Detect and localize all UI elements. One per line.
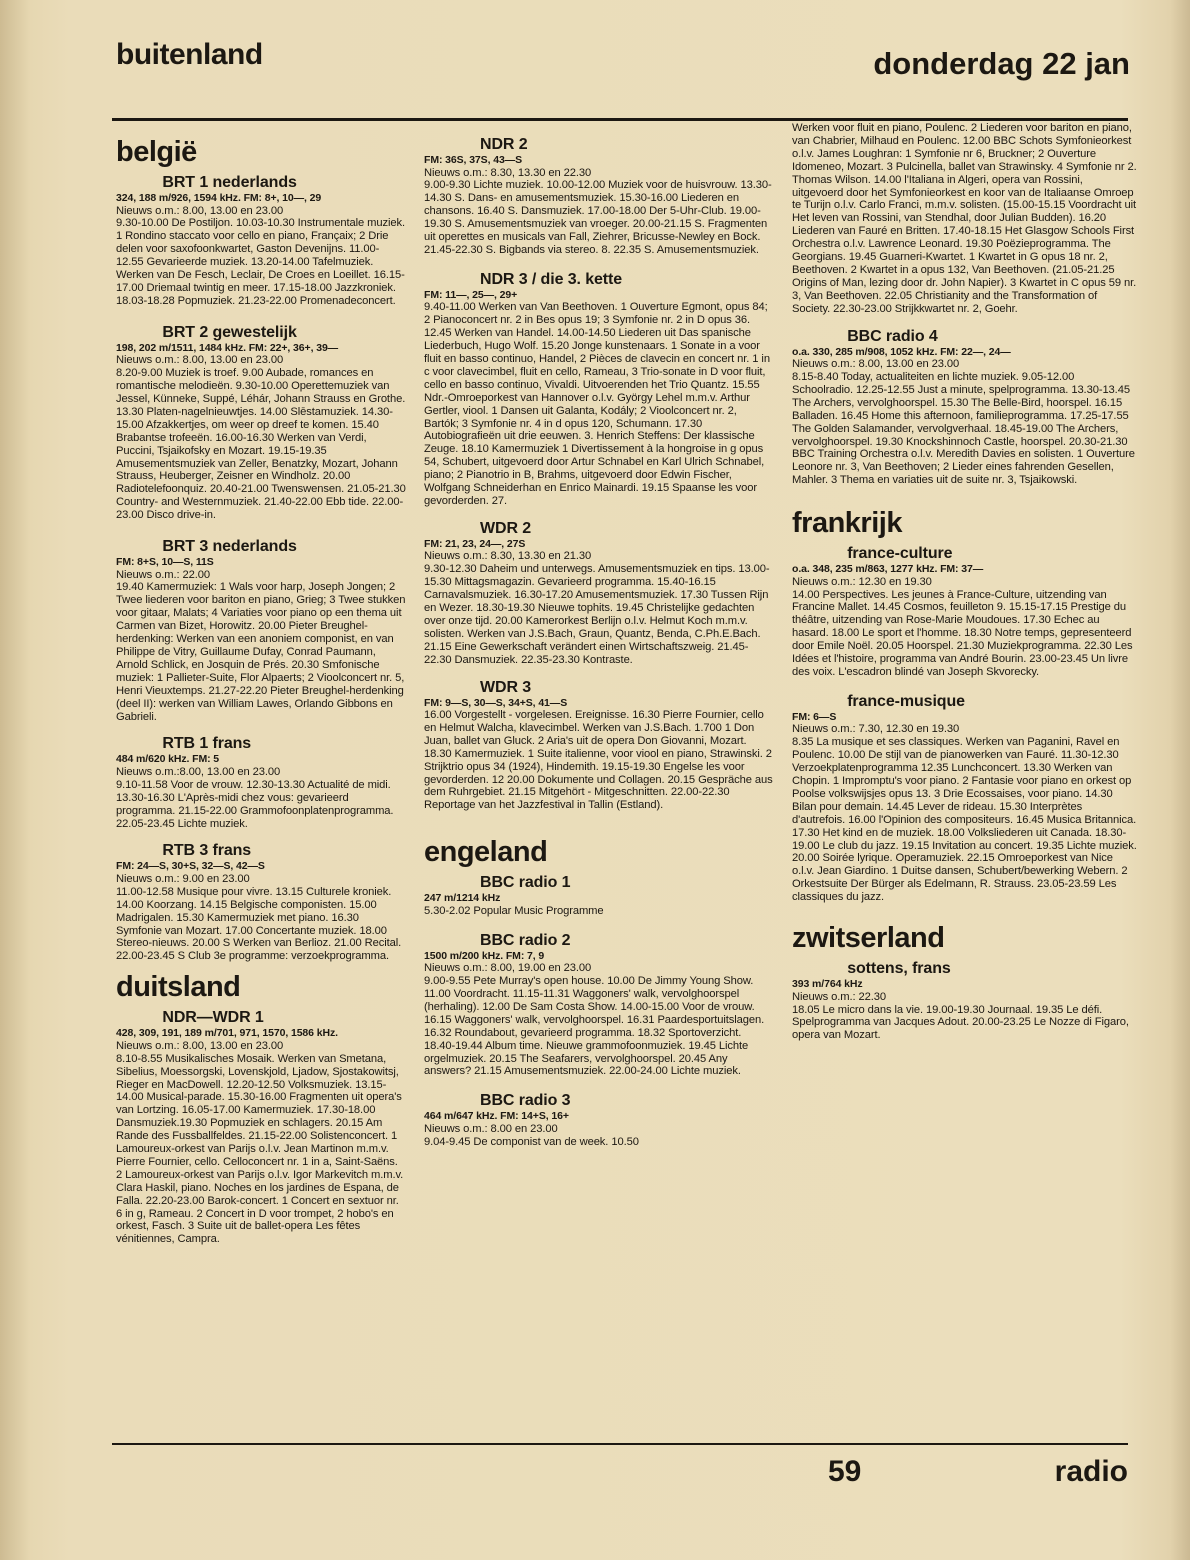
bottom-rule [112, 1443, 1128, 1445]
country-zwitserland: zwitserland [792, 922, 945, 955]
station-ndr2 [424, 136, 774, 257]
program-listing: 9.30-12.30 Daheim und unterwegs. Amusementsmuziek en tips. 13.00-15.30 Mittagsmagazin. Gevarieerd programma. 15.40-16.15 Carnavalsmuziek. 16.30-17.20 Amusementsmuziek. 17.30 Tussen Rijn en Wezer. 18.30-19.30 Nieuwe tophits. 19.45 Christelijke gedachten over onze tijd. 20.00 Kamerorkest Berlijn o.l.v. Helmut Koch m.m.v. solisten. Werken van J.S.Bach, Graun, Quantz, Benda, C.Ph.E.Bach. 21.15 Eine Gewerkschaft verändert einen Wirtschaftszweig. 21.45-22.30 Dansmuziek. 22.35-23.30 Kontraste. [424, 563, 770, 666]
news-times: Nieuws o.m.:8.00, 13.00 en 23.00 [116, 765, 281, 778]
station-title: WDR 2 [480, 519, 532, 537]
news-times: Nieuws o.m.: 8.00 en 23.00 [424, 1122, 558, 1135]
program-listing: Werken voor fluit en piano, Poulenc. 2 Liederen voor bariton en piano, van Chabrier, Milhaud en Poulenc. 12.00 BBC Schots Symfonieorkest o.l.v. James Loughran: 1 Symfonie nr 6, Bruckner; 2 Ouverture Idomeneo, Mozart. 3 Pulcinella, ballet van Strawinsky. 4 Symfonie nr 2. Thomas Wilson. 14.00 l'Italiana in Algeri, opera van Rossini, uitgevoerd door het Symfonieorkest en koor van de Italiaanse Omroep te Turijn o.l.v. Carlo Franci, m.m.v. solisten. (15.00-15.15 Voordracht uit Het leven van Rossini, van Stendhal, door Julian Budden). 16.20 Liederen van Fauré en Britten. 17.40-18.15 Het Glasgow Schools First Orchestra o.l.v. Lawrence Leonard. 19.30 Poëzieprogramma. The Georgians. 19.45 Guarneri-Kwartet. 1 Kwartet in G opus 18 nr. 2, Beethoven. 2 Kwartet in a opus 132, Van Beethoven. (21.05-21.25 Origins of Man, lezing door dr. John Napier). 3 Kwartet in C opus 59 nr. 3, Van Beethoven. 22.05 Christianity and the Transformation of Society. 22.30-23.00 Strijkkwartet nr. 2, Goehr. [792, 122, 1137, 315]
program-listing: 9.40-11.00 Werken van Van Beethoven. 1 Ouverture Egmont, opus 84; 2 Pianoconcert nr. 2 in Bes opus 19; 3 Symfonie nr. 2 in D opus 36. 12.45 Werken van Handel. 14.00-14.50 Liederen uit Das spanische Liederbuch, Hugo Wolf. 15.20 Jonge kunstenaars. 1 Sonate in a voor fluit en basso continuo, Handel, 2 Pièces de clavecin en concert nr. 1 in c voor clavecimbel, fluit en cello, Rameau, 3 Trio-sonate in D voor fluit, cello en basso continuo, Vivaldi. Uitvoerenden het Trio Quantz. 15.55 Ndr.-Omroeporkest van Hannover o.l.v. György Lehel m.m.v. Arthur Gertler, viool. 1 Dansen uit Galanta, Kodály; 2 Vioolconcert nr. 2, Bartók; 3 Symfonie nr. 4 in d opus 120, Schumann. 17.30 Autobiografieën uit drie eeuwen. 3. Henrich Steffens: Der klassische Zeuge. 18.10 Kamermuziek 1 Divertissement à la hongroise in g opus 54, Schubert, uitgevoerd door Artur Schnabel en Karl Ulrich Schnabel, piano; 2 Pianotrio in B, Brahms, uitgevoerd door Edwin Fischer, Wolfgang Schneiderhan en Enrico Mainardi. 19.15 Spaanse les voor gevorderden. 27. [424, 301, 770, 507]
station-title: BBC radio 1 [480, 874, 571, 892]
station-frequency: FM: 8+S, 10—S, 11S [116, 556, 214, 569]
station-frequency: 428, 309, 191, 189 m/701, 971, 1570, 1586 kHz. [116, 1027, 338, 1040]
news-times: Nieuws o.m.: 8.00, 13.00 en 23.00 [116, 354, 284, 367]
program-listing: 5.30-2.02 Popular Music Programme [424, 904, 604, 917]
news-times: Nieuws o.m.: 8.30, 13.30 en 21.30 [424, 550, 592, 563]
news-times: Nieuws o.m.: 8.00, 13.00 en 23.00 [116, 204, 284, 217]
station-title: RTB 1 frans [162, 735, 252, 753]
page-number: 59 [828, 1455, 862, 1488]
date-heading: donderdag 22 jan [873, 46, 1130, 81]
station-bbc2 [424, 932, 774, 1079]
station-bbc4 [792, 328, 1137, 488]
station-frequency: 484 m/620 kHz. FM: 5 [116, 753, 220, 766]
program-listing: 16.00 Vorgestellt - vorgelesen. Ereignisse. 16.30 Pierre Fournier, cello en Helmut Walcha, klavecimbel. Werken van J.S.Bach. 1.700 1 Don Juan, ballet van Gluck. 2 Aria's uit de opera Don Giovanni, Mozart. 18.30 Kamermuziek. 1 Suite italienne, voor viool en piano, Strawinski. 2 Strijktrio opus 34 (1924), Hindemith. 19.15-19.30 Engelse les voor gevorderden. 12 20.00 Dokumente und Collagen. 20.15 Gespräche aus dem Ruhrgebiet. 21.15 Mitgehört - Mitgeschnitten. 22.00-22.30 Reportage van het Jazzfestival in Tallin (Estland). [424, 709, 773, 812]
column-1 [116, 128, 406, 1246]
station-bbc3-continued [792, 122, 1137, 316]
station-frequency: FM: 6—S [792, 710, 837, 723]
country-belgie: belgië [116, 136, 197, 168]
station-brt1 [116, 174, 406, 308]
program-listing: 19.40 Kamermuziek: 1 Wals voor harp, Joseph Jongen; 2 Twee liederen voor bariton en piano, Grieg; 3 Twee stukken voor gitaar, Malats; 4 Variaties voor piano op een thema uit Carmen van Bizet, Horowitz. 20.00 Pieter Breughel-herdenking: Werken van een anoniem componist, en van Philippe de Vitry, Guillaume Dufay, Conrad Paumann, Arnold Schlick, en Josquin de Prés. 20.30 Smfonische muziek: 1 Pallieter-Suite, Flor Alpaerts; 2 Vioolconcert nr. 5, Henri Vieuxtemps. 21.27-22.20 Pieter Breughel-herdenking (deel II): werken van William Lawes, Orlando Gibbons en Gabrieli. [116, 581, 406, 723]
program-listing: 9.10-11.58 Voor de vrouw. 12.30-13.30 Actualité de midi. 13.30-16.30 L'Après-midi chez vous: gevarieerd programma. 21.15-22.00 Grammofoonplatenprogramma. 22.05-23.45 Lichte muziek. [116, 778, 394, 830]
station-title: BRT 1 nederlands [162, 174, 297, 191]
station-title: BBC radio 4 [847, 327, 938, 345]
news-times: Nieuws o.m.: 8.00, 13.00 en 23.00 [116, 1039, 284, 1052]
program-listing: 18.05 Le micro dans la vie. 19.00-19.30 Journaal. 19.35 Le défi. Spelprogramma van Jacques Adout. 20.00-23.25 Le Nozze di Figaro, opera van Mozart. [792, 1003, 1129, 1042]
station-title: BRT 2 gewestelijk [162, 323, 297, 341]
column-2 [424, 136, 774, 1149]
station-frequency: o.a. 330, 285 m/908, 1052 kHz. FM: 22—, 24— [792, 345, 1011, 358]
station-frequency: 464 m/647 kHz. FM: 14+S, 16+ [424, 1110, 569, 1123]
station-frequency: 198, 202 m/1511, 1484 kHz. FM: 22+, 36+, 39— [116, 341, 339, 354]
station-sottens [792, 960, 1137, 1042]
station-title: BRT 3 nederlands [162, 538, 297, 556]
station-title: NDR 3 / die 3. kette [480, 270, 623, 288]
program-listing: 8.35 La musique et ses classiques. Werken van Paganini, Ravel en Poulenc. 10.00 De stijl van de pianowerken van Fauré. 11.30-12.30 Verzoekplatenprogramma 12.35 Lunchconcert. 13.30 Werken van Chopin. 1 Impromptu's voor piano. 2 Fantasie voor piano en orkest op Poolse volkswijsjes opus 13. 3 Drie Ecossaises, voor piano. 14.30 Bilan pour demain. 14.45 Lever de rideau. 15.30 Interprètes d'autrefois. 16.00 l'Opinion des compositeurs. 16.45 Musica Britannica. 17.30 Het kind en de muziek. 18.00 Volksliederen uit Canada. 18.30-19.00 Le club du jazz. 19.15 Invitation au concert. 19.35 Lichte muziek. 20.00 Soirée lyrique. Operamuziek. 22.15 Omroeporkest van Nice o.l.v. Jean Giardino. 1 Duitse dansen, Schubert/bewerking Webern. 2 Orkestsuite Der Bürger als Edelmann, R. Strauss. 23.05-23.59 Les classiques du jazz. [792, 736, 1137, 904]
news-times: Nieuws o.m.: 9.00 en 23.00 [116, 872, 250, 885]
station-ndr3 [424, 271, 774, 508]
station-frequency: FM: 9—S, 30—S, 34+S, 41—S [424, 696, 568, 709]
section-heading: buitenland [116, 38, 263, 71]
program-listing: 8.10-8.55 Musikalisches Mosaik. Werken van Smetana, Sibelius, Moessorgski, Lovenskjold, Ljadow, Sjostakowitsj, Rieger en MacDowell. 12.20-12.50 Volksmuziek. 13.15-14.00 Musical-parade. 15.30-16.00 Fragmenten uit opera's van Lortzing. 16.05-17.00 Kamermuziek. 17.30-18.00 Dansmuziek.19.30 Popmuziek en schlagers. 20.15 Am Rande des Fussballfeldes. 21.15-22.00 Solistenconcert. 1 Lamoureux-orkest van Parijs o.l.v. Jean Martinon m.m.v. Pierre Fournier, cello. Celloconcert nr. 1 in a, Saint-Saëns. 2 Lamoureux-orkest van Parijs o.l.v. Igor Markevitch m.m.v. Clara Haskil, piano. Noches en los jardines de Espana, de Falla. 22.20-23.00 Barok-concert. 1 Concert en sextuor nr. 6 in g, Rameau. 2 Concert in D voor trompet, 2 hobo's en orkest, Fasch. 3 Suite uit de ballet-opera Les fêtes vénitiennes, Campra. [116, 1052, 404, 1246]
station-france-musique [792, 693, 1137, 904]
program-listing: 9.30-10.00 De Postiljon. 10.03-10.30 Instrumentale muziek. 1 Rondino staccato voor cello en piano, Françaix; 2 Drie delen voor saxofoonkwartet, Gaston Devenijns. 11.00-12.55 Gevarieerde muziek. 13.20-14.00 Tafelmuziek. Werken van De Fesch, Leclair, De Croes en Loeillet. 16.15-17.00 Driemaal twintig en meer. 17.15-18.00 Jazzkroniek. 18.03-18.28 Popmuziek. 21.23-22.00 Promenadeconcert. [116, 217, 405, 307]
program-listing: 9.00-9.55 Pete Murray's open house. 10.00 De Jimmy Young Show. 11.00 Voordracht. 11.15-11.31 Waggoners' walk, vervolghoorspel (herhaling). 12.00 De Sam Costa Show. 14.00-15.00 Voor de vrouw. 16.15 Waggoners' walk, vervolghoorspel. 16.31 Paardesportuitslagen. 16.32 Roundabout, gevarieerd programma. 18.32 Sportoverzicht. 18.40-19.44 Album time. Nieuwe grammofoonmuziek. 19.45 Lichte orgelmuziek. 20.15 The Seafarers, vervolghoorspel. 20.45 Any answers? 21.15 Amusementsmuziek. 22.00-24.00 Lichte muziek. [424, 975, 765, 1078]
column-3 [792, 122, 1137, 1042]
station-title: BBC radio 2 [480, 931, 571, 949]
station-frequency: FM: 21, 23, 24—, 27S [424, 537, 526, 550]
station-brt2 [116, 324, 406, 522]
news-times: Nieuws o.m.: 7.30, 12.30 en 19.30 [792, 723, 960, 736]
news-times: Nieuws o.m.: 12.30 en 19.30 [792, 575, 932, 588]
country-engeland: engeland [424, 836, 548, 869]
program-listing: 8.15-8.40 Today, actualiteiten en lichte muziek. 9.05-12.00 Schoolradio. 12.25-12.55 Just a minute, spelprogramma. 13.30-13.45 The Archers, vervolghoorspel. 15.30 The Belle-Bird, hoorspel. 16.15 Balladen. 16.45 Home this afternoon, familieprogramma. 17.25-17.55 The Golden Salamander, vervolgverhaal. 18.45-19.00 The Archers, vervolghoorspel. 19.30 Knockshinnoch Castle, hoorspel. 20.30-21.30 BBC Training Orchestra o.l.v. Meredith Davies en solisten. 1 Ouverture Leonore nr. 3, Van Beethoven; 2 Lieder eines fahrenden Gesellen, Mahler. 3 Thema en variaties uit de suite nr. 3, Tsjaikowski. [792, 371, 1135, 487]
station-title: RTB 3 frans [162, 842, 252, 860]
top-rule [112, 118, 1128, 121]
station-title: NDR 2 [480, 136, 528, 153]
program-listing: 9.00-9.30 Lichte muziek. 10.00-12.00 Muziek voor de huisvrouw. 13.30-14.30 S. Dans- en amusementsmuziek. 15.30-16.00 Liederen en chansons. 16.40 S. Dansmuziek. 17.00-18.00 Der 5-Uhr-Club. 19.00-19.30 S. Amusementsmuziek van vroeger. 20.00-21.15 S. Fragmenten uit operettes en musicals van Fall, Ziehrer, Bricusse-Newley en Bock. 21.45-22.30 S. Bigbands via stereo. 8. 22.35 S. Amusementsmuziek. [424, 179, 772, 256]
station-title: france-culture [847, 545, 953, 563]
station-frequency: 324, 188 m/926, 1594 kHz. FM: 8+, 10—, 29 [116, 192, 322, 204]
station-title: WDR 3 [480, 678, 532, 696]
program-listing: 14.00 Perspectives. Les jeunes à France-Culture, uitzending van Francine Mallet. 14.45 Cosmos, feuilleton 9. 15.15-17.15 Prestige du théâtre, uitzending van Rose-Marie Moudoues. 17.30 Echec au hasard. 18.00 Le sport et l'homme. 18.30 Notre temps, gepresenteerd door Emile Noël. 20.05 Hoorspel. 21.30 Muziekprogramma. 22.30 Les Idées et l'histoire, programma van André Bourin. 23.00-23.45 Un livre des voix. L'escadron blindé van Joseph Skvorecky. [792, 588, 1133, 678]
program-listing: 8.20-9.00 Muziek is troef. 9.00 Aubade, romances en romantische melodieën. 9.30-10.00 Operettemuziek van Jessel, Künneke, Suppé, Léhár, Johann Strauss en Grothe. 13.30 Platen-nagelnieuwtjes. 14.00 Slēstamuziek. 14.30-15.00 Afzakkertjes, om weer op dreef te komen. 15.40 Brabantse trofeeën. 16.00-16.30 Werken van Verdi, Puccini, Tsjaikofsky en Mozart. 19.15-19.35 Amusementsmuziek van Zeller, Benatzky, Mozart, Johann Strauss, Heuberger, Zeisner en Windholz. 20.00 Radiotelefoonquiz. 20.40-21.00 Twenswensen. 21.05-21.30 Country- and Westernmuziek. 21.40-22.00 Ebb tide. 22.00-23.00 Disco drive-in. [116, 367, 406, 522]
station-rtb3 [116, 842, 406, 963]
program-listing: 9.04-9.45 De componist van de week. 10.50 [424, 1135, 639, 1148]
station-frequency: 247 m/1214 kHz [424, 892, 501, 905]
station-wdr2 [424, 520, 774, 667]
station-title: france-musique [847, 692, 965, 710]
news-times: Nieuws o.m.: 22.30 [792, 990, 886, 1003]
news-times: Nieuws o.m.: 8.30, 13.30 en 22.30 [424, 166, 592, 179]
station-frequency: 1500 m/200 kHz. FM: 7, 9 [424, 949, 545, 962]
station-frequency: FM: 24—S, 30+S, 32—S, 42—S [116, 860, 265, 873]
news-times: Nieuws o.m.: 22.00 [116, 568, 210, 581]
station-title: sottens, frans [847, 960, 951, 978]
station-france-culture [792, 545, 1137, 679]
news-times: Nieuws o.m.: 8.00, 19.00 en 23.00 [424, 962, 592, 975]
station-bbc1 [424, 874, 774, 917]
station-bbc3 [424, 1092, 774, 1148]
country-duitsland: duitsland [116, 971, 241, 1004]
station-frequency: 393 m/764 kHz [792, 978, 863, 991]
station-rtb1 [116, 735, 406, 830]
station-frequency: o.a. 348, 235 m/863, 1277 kHz. FM: 37— [792, 563, 984, 576]
station-title: BBC radio 3 [480, 1092, 571, 1110]
station-frequency: FM: 36S, 37S, 43—S [424, 154, 522, 166]
station-frequency: FM: 11—, 25—, 29+ [424, 288, 518, 301]
footer-section: radio [1054, 1455, 1128, 1488]
program-listing: 11.00-12.58 Musique pour vivre. 13.15 Culturele kroniek. 14.00 Koorzang. 14.15 Belgische componisten. 15.00 Madrigalen. 15.30 Kamermuziek met piano. 16.30 Symfonie van Mozart. 17.00 Concertante muziek. 18.00 Stereo-nieuws. 20.00 S Werken van Berlioz. 21.00 Recital. 22.00-23.45 S Club 3e programme: verzoekprogramma. [116, 885, 402, 963]
news-times: Nieuws o.m.: 8.00, 13.00 en 23.00 [792, 358, 960, 371]
station-brt3 [116, 538, 406, 723]
station-title: NDR—WDR 1 [162, 1009, 264, 1027]
station-wdr3 [424, 679, 774, 813]
station-ndr-wdr1 [116, 1009, 406, 1246]
country-frankrijk: frankrijk [792, 507, 902, 540]
